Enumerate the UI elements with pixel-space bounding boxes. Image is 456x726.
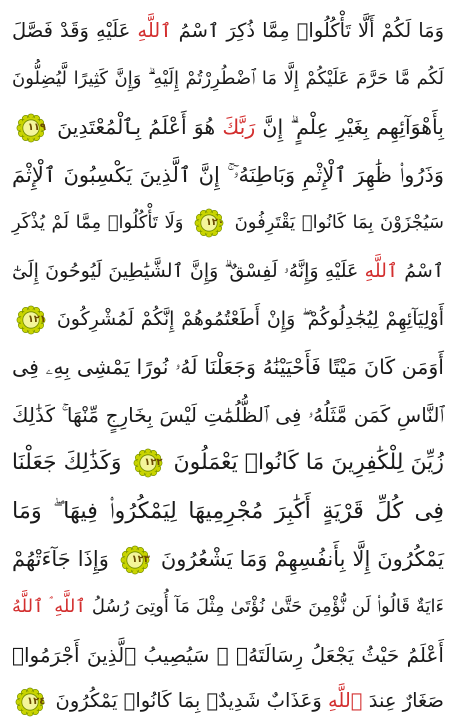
- verse-end-marker: [16, 305, 46, 335]
- verse-text: عَلَيْهِ وَقَدْ فَصَّلَ: [12, 19, 138, 42]
- verse-text: أَوْلِيَآئِهِمْ لِيُجَٰدِلُوكُمْ ۖ وَإِنْ أَطَعْتُمُوهُمْ إِنَّكُمْ لَمُشْرِكُونَ: [50, 308, 444, 330]
- verse-number: ١١٩: [27, 122, 46, 133]
- verse-text: فِى كُلِّ قَرْيَةٍ أَكَٰبِرَ مُجْرِمِيهَا لِيَمْكُرُوا۟ فِيهَا ۖ وَمَا: [12, 498, 444, 524]
- verse-end-marker: [194, 208, 224, 238]
- verse-number: ١٢٣: [131, 554, 150, 565]
- verse-end-marker: [120, 545, 150, 575]
- verse-end-marker: [16, 113, 46, 143]
- verse-text: زُيِّنَ لِلْكَٰفِرِينَ مَا كَانُوا۟ يَعْمَلُونَ: [166, 450, 444, 475]
- verse-text: وَلَا تَأْكُلُوا۟ مِمَّا لَمْ يُذْكَرِ: [12, 212, 190, 233]
- verse-text: بِأَهْوَآئِهِم بِغَيْرِ عِلْمٍ ۗ إِنَّ: [255, 115, 444, 139]
- verse-number: ١٢٤: [26, 695, 46, 707]
- verse-line: [12, 344, 444, 390]
- divine-name-text: ٱللَّهِ: [137, 19, 172, 42]
- divine-name-text: ٱللَّهِ ۘ ٱللَّهُ: [12, 596, 86, 617]
- verse-line: [12, 392, 444, 438]
- verse-number: ١٢٢: [144, 457, 163, 468]
- verse-text: وَكَذَٰلِكَ جَعَلْنَا: [11, 450, 129, 475]
- verse-text: ٱسْمُ: [398, 260, 444, 282]
- divine-name-text: ٱللَّهِ: [327, 689, 363, 712]
- verse-line: [12, 632, 444, 678]
- verse-text: لَكُم مَّا حَرَّمَ عَلَيْكُمْ إِلَّا مَا ٱضْطُرِرْتُمْ إِلَيْهِ ۗ وَإِنَّ كَثِيرًا لَّيُضِلُّونَ: [12, 68, 444, 89]
- verse-line: [12, 296, 444, 342]
- verse-text: وَإِذَا جَآءَتْهُمْ: [12, 547, 116, 571]
- verse-text: وَعَذَابٌ شَدِيدٌۢ بِمَا كَانُوا۟ يَمْكُرُونَ: [49, 689, 328, 712]
- verse-line: [12, 488, 444, 534]
- verse-text: وَذَرُوا۟ ظَٰهِرَ ٱلْإِثْمِ وَبَاطِنَهُۥٓ ۚ إِنَّ ٱلَّذِينَ يَكْسِبُونَ ٱلْإِثْمَ: [12, 163, 444, 187]
- verse-text: يَمْكُرُونَ إِلَّا بِأَنفُسِهِمْ وَمَا يَشْعُرُونَ: [153, 547, 444, 571]
- verse-text: سَيُجْزَوْنَ بِمَا كَانُوا۟ يَقْتَرِفُونَ: [228, 212, 445, 233]
- verse-number: ١٢١: [27, 313, 46, 325]
- verse-end-marker: [15, 687, 45, 717]
- verse-number: ١٢٠: [205, 217, 224, 228]
- verse-text: عَلَيْهِ وَإِنَّهُۥ لَفِسْقٌ ۗ وَإِنَّ ٱلشَّيَٰطِينَ لَيُوحُونَ إِلَىٰٓ: [12, 260, 365, 282]
- verse-line: [12, 584, 444, 630]
- verse-line: [12, 8, 444, 54]
- verse-text: ٱلنَّاسِ كَمَن مَّثَلُهُۥ فِى ٱلظُّلُمَٰتِ لَيْسَ بِخَارِجٍ مِّنْهَا ۚ كَذَٰلِكَ: [12, 403, 444, 427]
- verse-line: [12, 248, 444, 294]
- verse-line: [12, 104, 444, 150]
- verse-text: أَعْلَمُ حَيْثُ يَجْعَلُ رِسَالَتَهُۥ ۗ سَيُصِيبُ ٱلَّذِينَ أَجْرَمُوا۟: [12, 643, 444, 667]
- verse-text: وَمَا لَكُمْ أَلَّا تَأْكُلُوا۟ مِمَّا ذُكِرَ ٱسْمُ: [171, 19, 444, 42]
- verse-line: [12, 200, 444, 246]
- verse-text: ءَايَةٌ قَالُوا۟ لَن نُّؤْمِنَ حَتَّىٰ نُؤْتَىٰ مِثْلَ مَآ أُوتِىَ رُسُلُ: [85, 596, 444, 617]
- verse-line: [12, 152, 444, 198]
- divine-name-text: ٱللَّهِ: [364, 260, 399, 282]
- verse-end-marker: [133, 448, 163, 478]
- verse-line: [12, 536, 444, 582]
- verse-lines: [12, 6, 444, 722]
- verse-text: صَغَارٌ عِندَ: [362, 689, 444, 712]
- verse-line: [12, 56, 444, 102]
- divine-name-text: رَبَّكَ: [222, 115, 256, 139]
- verse-line: [12, 440, 444, 486]
- verse-text: أَوَمَن كَانَ مَيْتًا فَأَحْيَيْنَٰهُ وَجَعَلْنَا لَهُۥ نُورًا يَمْشِى بِهِۦ فِى: [12, 355, 444, 379]
- verse-line: [12, 678, 444, 724]
- verse-text: هُوَ أَعْلَمُ بِٱلْمُعْتَدِينَ: [50, 115, 223, 139]
